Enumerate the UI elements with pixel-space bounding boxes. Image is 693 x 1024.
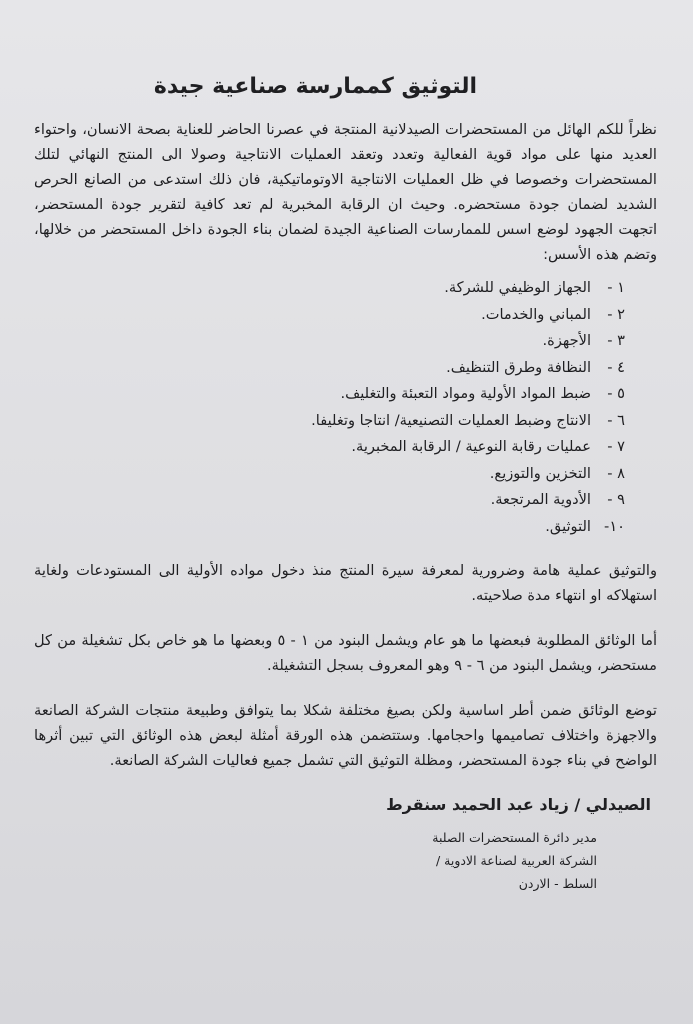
item-number: ١ - bbox=[607, 279, 625, 296]
item-text: الانتاج وضبط العمليات التصنيعية/ انتاجا وتغليفا. bbox=[311, 411, 591, 429]
item-number: ٢ - bbox=[607, 305, 625, 323]
documents-types-paragraph: أما الوثائق المطلوبة فبعضها ما هو عام ويشمل البنود من ١ - ٥ وبعضها ما هو خاص بكل تشغيلة من كل مستحضر، ويشمل البنود من ٦ - ٩ وهو المعروف بسجل التشغيلة. bbox=[34, 632, 658, 674]
list-item bbox=[34, 434, 625, 461]
list-item bbox=[34, 381, 625, 408]
item-text: ضبط المواد الأولية ومواد التعبئة والتغليف. bbox=[340, 385, 591, 402]
author-affiliation bbox=[34, 826, 597, 895]
list-item bbox=[34, 461, 625, 488]
list-item bbox=[34, 275, 625, 302]
author-company: الشركة العربية لصناعة الادوية / bbox=[435, 853, 597, 868]
item-number: ١٠- bbox=[604, 517, 625, 535]
list-item bbox=[34, 408, 625, 435]
documentation-paragraph: والتوثيق عملية هامة وضرورية لمعرفة سيرة المنتج منذ دخول مواده الأولية الى المستودعات ولغاية استهلاكه او انتهاء مدة صلاحيته. bbox=[34, 562, 657, 604]
intro-paragraph: نظراً للكم الهائل من المستحضرات الصيدلانية المنتجة في عصرنا الحاضر للعناية بصحة الانسان، واحتواء العديد منها على مواد قوية الفعالية وتعدد وتعقد العمليات الانتاجية وصولا الى المنتج النهائي لتلك المستحضرات وخصوصا في ظل العمليات الانتاجية الاوتوماتيكية، فان ذلك استدعى من الصانع الحرص الشديد لضمان جودة مستحضره. وحيث ان الرقابة المخبرية لم تعد كافية لتقرير جودة المستحضر، اتجهت الجهود لوضع اسس للممارسات الصناعية الجيدة لضمان بناء الجودة داخل المستحضر من خلالها، وتضم هذه الأسس: bbox=[34, 121, 657, 263]
item-text: الأدوية المرتجعة. bbox=[490, 491, 591, 508]
item-text: المباني والخدمات. bbox=[481, 305, 591, 323]
item-text: التوثيق. bbox=[545, 517, 591, 535]
item-number: ٧ - bbox=[607, 438, 625, 455]
documents-frameworks-paragraph: توضع الوثائق ضمن أطر اساسية ولكن بصيغ مختلفة شكلا بما يتوافق وطبيعة منتجات الشركة الصانعة والاجهزة واختلاف تصاميمها واحجامها. وستتضمن هذه الورقة أمثلة لبعض هذه الوثائق التي تبين أثرها الواضح في بناء جودة المستحضر، ومظلة التوثيق التي تشمل جميع فعاليات الشركة الصانعة. bbox=[34, 702, 657, 769]
item-number: ٨ - bbox=[607, 464, 625, 482]
item-text: عمليات رقابة النوعية / الرقابة المخبرية. bbox=[351, 438, 591, 455]
item-number: ٦ - bbox=[607, 411, 625, 429]
list-item bbox=[34, 514, 625, 541]
item-text: الأجهزة. bbox=[542, 332, 591, 349]
article-title: التوثيق كممارسة صناعية جيدة bbox=[153, 74, 478, 99]
item-text: الجهاز الوظيفي للشركة. bbox=[444, 279, 591, 296]
principles-list bbox=[34, 275, 657, 540]
item-number: ٥ - bbox=[607, 385, 625, 402]
article bbox=[34, 74, 657, 895]
item-number: ٤ - bbox=[607, 358, 625, 376]
list-item bbox=[34, 355, 625, 382]
item-text: النظافة وطرق التنظيف. bbox=[446, 358, 591, 376]
list-item bbox=[34, 487, 625, 514]
item-number: ٣ - bbox=[607, 332, 625, 349]
author-position: مدير دائرة المستحضرات الصلبة bbox=[432, 830, 597, 845]
list-item bbox=[34, 302, 625, 329]
author-name: الصيدلي / زياد عبد الحميد سنقرط bbox=[386, 795, 651, 814]
item-number: ٩ - bbox=[607, 491, 625, 508]
item-text: التخزين والتوزيع. bbox=[489, 464, 591, 482]
author-location: السلط - الاردن bbox=[518, 876, 597, 891]
list-item bbox=[34, 328, 625, 355]
